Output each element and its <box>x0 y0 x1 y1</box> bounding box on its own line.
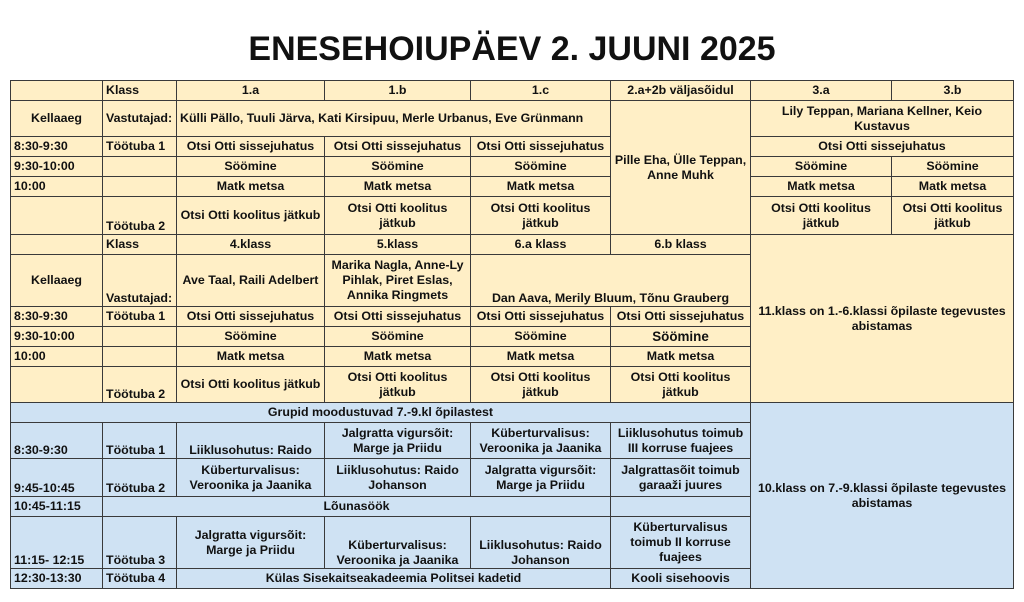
activity-cell: Otsi Otti sissejuhatus <box>325 307 471 327</box>
activity-cell: Söömine <box>611 327 751 347</box>
location-cell: Kooli sisehoovis <box>611 569 751 589</box>
activity-cell: Otsi Otti koolitus jätkub <box>471 367 611 403</box>
responsible-names: Ave Taal, Raili Adelbert <box>177 255 325 307</box>
activity-cell: Matk metsa <box>325 177 471 197</box>
block1-responsible-row <box>11 101 1014 137</box>
empty-cell <box>103 327 177 347</box>
time-cell: 9:30-10:00 <box>11 157 103 177</box>
schedule-row <box>11 137 1014 157</box>
visit-cell: Külas Sisekaitseakadeemia Politsei kadetid <box>177 569 611 589</box>
workshop-cell: Töötuba 1 <box>103 137 177 157</box>
activity-cell: Otsi Otti koolitus jätkub <box>177 197 325 235</box>
activity-cell: Otsi Otti sissejuhatus <box>177 307 325 327</box>
responsible-names: Külli Pällo, Tuuli Järva, Kati Kirsipuu, Merle Urbanus, Eve Grünmann <box>177 101 611 137</box>
time-cell: 8:30-9:30 <box>11 307 103 327</box>
activity-cell: Söömine <box>325 157 471 177</box>
workshop-cell: Töötuba 2 <box>103 459 177 497</box>
activity-cell: Otsi Otti koolitus jätkub <box>471 197 611 235</box>
activity-cell: Jalgrattasõit toimub garaaži juures <box>611 459 751 497</box>
time-cell: 11:15- 12:15 <box>11 517 103 569</box>
class-header: 1.c <box>471 81 611 101</box>
lunch-cell: Lõunasöök <box>103 497 611 517</box>
class-header: 3.a <box>751 81 892 101</box>
activity-cell: Liiklusohutus toimub III korruse fuajees <box>611 423 751 459</box>
class-header: 5.klass <box>325 235 471 255</box>
activity-cell: Otsi Otti sissejuhatus <box>177 137 325 157</box>
class-header: 4.klass <box>177 235 325 255</box>
empty-cell <box>11 235 103 255</box>
activity-cell: Otsi Otti koolitus jätkub <box>611 367 751 403</box>
block2-class-row <box>11 235 1014 255</box>
class-label: Klass <box>103 81 177 101</box>
activity-cell: Söömine <box>471 157 611 177</box>
class-header: 6.a klass <box>471 235 611 255</box>
activity-cell: Jalgratta vigursõit: Marge ja Priidu <box>325 423 471 459</box>
responsible-names: Lily Teppan, Mariana Kellner, Keio Kustavus <box>751 101 1014 137</box>
page-title: ENESEHOIUPÄEV 2. JUUNI 2025 <box>248 30 776 68</box>
responsible-names: Marika Nagla, Anne-Ly Pihlak, Piret Eslas, Annika Ringmets <box>325 255 471 307</box>
activity-cell: Küberturvalisus: Veroonika ja Jaanika <box>177 459 325 497</box>
class-header: 6.b klass <box>611 235 751 255</box>
activity-cell: Matk metsa <box>177 177 325 197</box>
responsible-label: Vastutajad: <box>103 101 177 137</box>
class-header: 1.b <box>325 81 471 101</box>
activity-cell: Otsi Otti koolitus jätkub <box>325 197 471 235</box>
block1-class-row <box>11 81 1014 101</box>
activity-cell: Otsi Otti koolitus jätkub <box>325 367 471 403</box>
time-cell: 8:30-9:30 <box>11 137 103 157</box>
activity-cell: Matk metsa <box>751 177 892 197</box>
empty-cell <box>11 367 103 403</box>
activity-cell: Liiklusohutus: Raido Johanson <box>471 517 611 569</box>
class-header: 3.b <box>892 81 1014 101</box>
time-cell: 10:45-11:15 <box>11 497 103 517</box>
schedule-row <box>11 177 1014 197</box>
activity-cell: Matk metsa <box>325 347 471 367</box>
activity-cell: Liiklusohutus: Raido Johanson <box>325 459 471 497</box>
time-cell: 9:45-10:45 <box>11 459 103 497</box>
activity-cell: Söömine <box>177 327 325 347</box>
class-label: Klass <box>103 235 177 255</box>
time-cell: 9:30-10:00 <box>11 327 103 347</box>
empty-cell <box>103 177 177 197</box>
activity-cell: Matk metsa <box>177 347 325 367</box>
activity-cell: Matk metsa <box>471 347 611 367</box>
activity-cell: Söömine <box>892 157 1014 177</box>
responsible-label: Vastutajad: <box>103 255 177 307</box>
activity-cell: Küberturvalisus: Veroonika ja Jaanika <box>325 517 471 569</box>
activity-cell: Otsi Otti sissejuhatus <box>611 307 751 327</box>
activity-cell: Otsi Otti koolitus jätkub <box>177 367 325 403</box>
activity-cell: Otsi Otti koolitus jätkub <box>892 197 1014 235</box>
activity-cell: Otsi Otti sissejuhatus <box>471 137 611 157</box>
time-cell: 12:30-13:30 <box>11 569 103 589</box>
schedule-row <box>11 197 1014 235</box>
activity-cell: Söömine <box>751 157 892 177</box>
activity-cell: Söömine <box>471 327 611 347</box>
empty-cell <box>11 197 103 235</box>
activity-cell: Matk metsa <box>471 177 611 197</box>
workshop-cell: Töötuba 1 <box>103 423 177 459</box>
activity-cell: Jalgratta vigursõit: Marge ja Priidu <box>471 459 611 497</box>
empty-cell <box>103 347 177 367</box>
activity-cell: Söömine <box>177 157 325 177</box>
workshop-cell: Töötuba 2 <box>103 367 177 403</box>
activity-cell: Otsi Otti sissejuhatus <box>751 137 1014 157</box>
activity-cell: Otsi Otti sissejuhatus <box>471 307 611 327</box>
time-header: Kellaaeg <box>11 101 103 137</box>
time-header: Kellaaeg <box>11 255 103 307</box>
empty-cell <box>11 81 103 101</box>
class-header: 2.a+2b väljasõidul <box>611 81 751 101</box>
activity-cell: Matk metsa <box>892 177 1014 197</box>
class-header: 1.a <box>177 81 325 101</box>
empty-cell <box>611 497 751 517</box>
schedule-table <box>10 80 1014 589</box>
helper-note: 11.klass on 1.-6.klassi õpilaste tegevustes abistamas <box>751 235 1014 403</box>
activity-cell: Liiklusohutus: Raido <box>177 423 325 459</box>
time-cell: 10:00 <box>11 347 103 367</box>
group-header: Grupid moodustuvad 7.-9.kl õpilastest <box>11 403 751 423</box>
workshop-cell: Töötuba 3 <box>103 517 177 569</box>
activity-cell: Otsi Otti sissejuhatus <box>325 137 471 157</box>
time-cell: 8:30-9:30 <box>11 423 103 459</box>
workshop-cell: Töötuba 4 <box>103 569 177 589</box>
activity-cell: Matk metsa <box>611 347 751 367</box>
schedule-row <box>11 157 1014 177</box>
activity-cell: Jalgratta vigursõit: Marge ja Priidu <box>177 517 325 569</box>
activity-cell: Küberturvalisus toimub II korruse fuajees <box>611 517 751 569</box>
block3-header-row <box>11 403 1014 423</box>
activity-cell: Söömine <box>325 327 471 347</box>
empty-cell <box>103 157 177 177</box>
activity-cell: Otsi Otti koolitus jätkub <box>751 197 892 235</box>
workshop-cell: Töötuba 1 <box>103 307 177 327</box>
responsible-names: Pille Eha, Ülle Teppan, Anne Muhk <box>611 101 751 235</box>
helper-note: 10.klass on 7.-9.klassi õpilaste tegevustes abistamas <box>751 403 1014 589</box>
responsible-names: Dan Aava, Merily Bluum, Tõnu Grauberg <box>471 255 751 307</box>
workshop-cell: Töötuba 2 <box>103 197 177 235</box>
activity-cell: Küberturvalisus: Veroonika ja Jaanika <box>471 423 611 459</box>
time-cell: 10:00 <box>11 177 103 197</box>
